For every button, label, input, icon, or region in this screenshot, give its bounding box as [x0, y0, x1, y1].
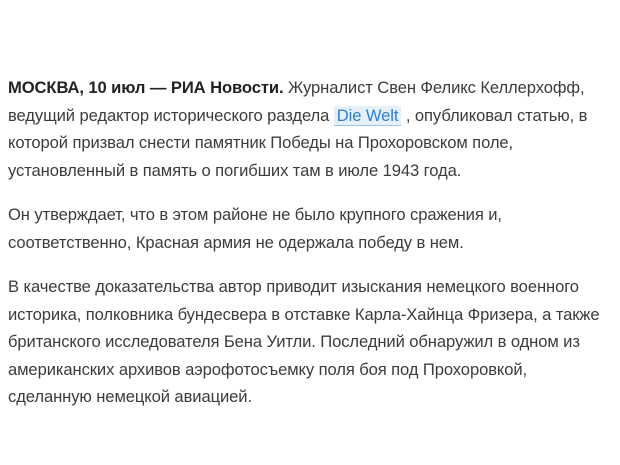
paragraph-3: В качестве доказательства автор приводит изыскания немецкого военного историка, полковника бундесвера в отставке Карла-Хайнца Фризера, а также британского исследователя Бена Уитли. Последний обнаружил в одном из американских архивов аэрофотосъемку поля боя под Прохоровкой, сделанную немецкой авиацией. — [8, 277, 600, 406]
die-welt-link[interactable]: Die Welt — [334, 106, 402, 126]
paragraph-2: Он утверждает, что в этом районе не было крупного сражения и, соответственно, Красная армия не одержала победу в нем. — [8, 205, 502, 252]
article-body — [8, 74, 614, 428]
paragraph-1-text-b: , опубликовал статью, в которой призвал снести памятник Победы на Прохоровском поле, установленный в память о погибших там в июле 1943 года. — [8, 105, 588, 180]
paragraph-1-text-a: Журналист Свен Феликс Келлерхофф, ведущий редактор исторического раздела — [8, 78, 585, 125]
paragraph-1 — [8, 74, 614, 184]
dateline: МОСКВА, 10 июл — РИА Новости. — [8, 78, 284, 97]
